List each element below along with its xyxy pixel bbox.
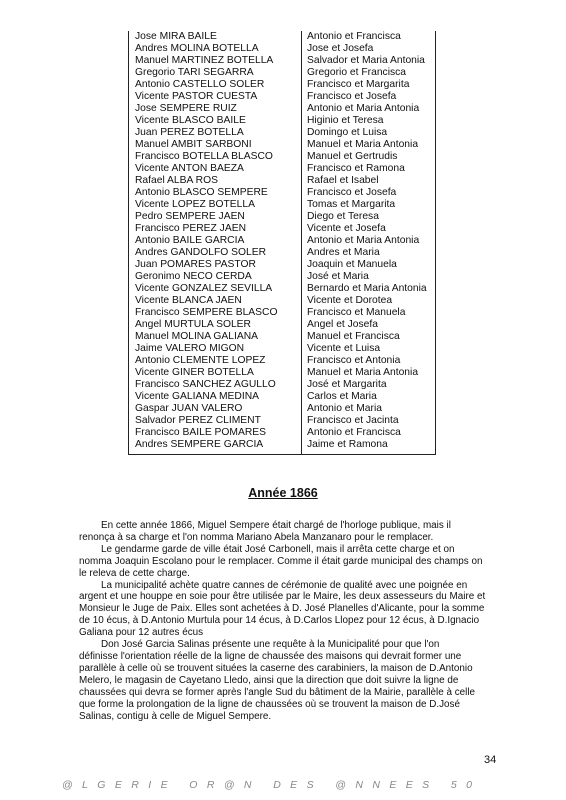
person-name: Francisco BOTELLA BLASCO — [135, 151, 273, 162]
person-name: Vicente GALIANA MEDINA — [135, 391, 259, 402]
page-number: 34 — [484, 754, 497, 766]
table-row — [129, 67, 435, 79]
table-row — [129, 391, 435, 403]
body-line: Melero, le magasin de Cayetano Lledo, ainsi que la direction que doit suivre la ligne de — [79, 674, 459, 686]
person-name: Antonio BLASCO SEMPERE — [135, 187, 268, 198]
table-row — [129, 367, 435, 379]
section-heading: Année 1866 — [248, 486, 318, 500]
table-row — [129, 199, 435, 211]
table-row — [129, 31, 435, 43]
parents-names: Antonio et Maria Antonia — [307, 103, 420, 114]
parents-names: Tomas et Margarita — [307, 199, 396, 210]
person-name: Vicente BLANCA JAEN — [135, 295, 242, 306]
table-row — [129, 235, 435, 247]
parents-names: Francisco et Manuela — [307, 307, 406, 318]
table-row — [129, 247, 435, 259]
table-row — [129, 175, 435, 187]
person-name: Vicente BLASCO BAILE — [135, 115, 246, 126]
person-name: Jose MIRA BAILE — [135, 31, 217, 42]
person-name: Gregorio TARI SEGARRA — [135, 67, 254, 78]
table-row — [129, 151, 435, 163]
parents-names: José et Maria — [307, 271, 369, 282]
parents-names: Manuel et Francisca — [307, 331, 400, 342]
body-line: Galiana pour 12 autres écus — [79, 627, 204, 639]
table-row — [129, 103, 435, 115]
person-name: Antonio CASTELLO SOLER — [135, 79, 265, 90]
body-line: Le gendarme garde de ville était José Carbonell, mais il arrêta cette charge et on — [101, 543, 455, 555]
parents-names: Francisco et Ramona — [307, 163, 405, 174]
table-row — [129, 415, 435, 427]
table-row — [129, 79, 435, 91]
person-name: Jose SEMPERE RUIZ — [135, 103, 237, 114]
person-name: Andres GANDOLFO SOLER — [135, 247, 267, 258]
table-row — [129, 259, 435, 271]
table-row — [129, 115, 435, 127]
table-row — [129, 343, 435, 355]
parents-names: Angel et Josefa — [307, 319, 378, 330]
person-name: Antonio CLEMENTE LOPEZ — [135, 355, 266, 366]
parents-names: Vicente et Dorotea — [307, 295, 393, 306]
parents-names: Antonio et Maria Antonia — [307, 235, 420, 246]
parents-names: Antonio et Maria — [307, 403, 382, 414]
table-row — [129, 439, 435, 451]
parents-names: Antonio et Francisca — [307, 31, 401, 42]
person-name: Vicente GINER BOTELLA — [135, 367, 254, 378]
parents-names: Higinio et Teresa — [307, 115, 384, 126]
person-name: Manuel AMBIT SARBONI — [135, 139, 252, 150]
table-row — [129, 295, 435, 307]
parents-names: Joaquin et Manuela — [307, 259, 397, 270]
body-line: de 10 écus, à D.Antonio Murtula pour 14 écus, à D.Carlos Llopez pour 12 écus, à D.Ignacio — [79, 615, 480, 627]
table-row — [129, 355, 435, 367]
body-text — [79, 520, 486, 722]
person-name: Vicente PASTOR CUESTA — [135, 91, 258, 102]
parents-names: Rafael et Isabel — [307, 175, 379, 186]
person-name: Angel MURTULA SOLER — [135, 319, 251, 330]
table-row — [129, 271, 435, 283]
parents-names: Vicente et Josefa — [307, 223, 386, 234]
parents-names: Salvador et Maria Antonia — [307, 55, 425, 66]
parents-names: Andres et Maria — [307, 247, 380, 258]
parents-names: Francisco et Antonia — [307, 355, 401, 366]
table-row — [129, 55, 435, 67]
parents-names: Carlos et Maria — [307, 391, 377, 402]
parents-names: Jose et Josefa — [307, 43, 374, 54]
person-name: Vicente LOPEZ BOTELLA — [135, 199, 255, 210]
table-row — [129, 163, 435, 175]
person-name: Francisco PEREZ JAEN — [135, 223, 247, 234]
body-line: parallèle à celle où se trouvent situées la caserne des carabiniers, la maison de D.Antonio — [79, 662, 473, 674]
parents-names: Francisco et Margarita — [307, 79, 410, 90]
body-line: définisse l'orientation réelle de la ligne de chaussée des maisons qui devrait former une — [79, 650, 462, 662]
person-name: Francisco BAILE POMARES — [135, 427, 267, 438]
person-name: Andres MOLINA BOTELLA — [135, 43, 259, 54]
person-name: Manuel MARTINEZ BOTELLA — [135, 55, 274, 66]
table-row — [129, 427, 435, 439]
person-name: Francisco SEMPERE BLASCO — [135, 307, 278, 318]
parents-names: Gregorio et Francisca — [307, 67, 407, 78]
person-name: Vicente ANTON BAEZA — [135, 163, 244, 174]
body-line: le releva de cette charge. — [79, 567, 190, 579]
person-name: Juan POMARES PASTOR — [135, 259, 256, 270]
person-name: Juan PEREZ BOTELLA — [135, 127, 244, 138]
body-line: renonça à sa charge et l'on nomma Mariano Abela Manzanaro pour le remplacer. — [79, 531, 434, 543]
parents-names: José et Margarita — [307, 379, 387, 390]
person-name: Vicente GONZALEZ SEVILLA — [135, 283, 273, 294]
person-name: Manuel MOLINA GALIANA — [135, 331, 259, 342]
table-row — [129, 43, 435, 55]
parents-names: Francisco et Josefa — [307, 187, 397, 198]
body-line: nomma Joaquin Escolano pour le remplacer. Comme il était garde municipal des champs on — [79, 555, 483, 567]
body-line: chaussées qui devra se former après l'angle Sud du bâtiment de la Mairie, parallèle à celle — [79, 686, 476, 698]
body-line: Salinas, contigu à celle de Miguel Sempere. — [79, 710, 272, 722]
parents-names: Manuel et Maria Antonia — [307, 139, 419, 150]
body-line: En cette année 1866, Miguel Sempere était chargé de l'horloge publique, mais il — [101, 520, 451, 531]
table-row — [129, 127, 435, 139]
body-line: Monsieur le Juge de Paix. Elles sont achetées à D. José Planelles d'Alicante, pour la somme — [79, 603, 485, 615]
parents-names: Antonio et Francisca — [307, 427, 401, 438]
person-name: Geronimo NECO CERDA — [135, 271, 252, 282]
person-name: Pedro SEMPERE JAEN — [135, 211, 245, 222]
parents-names: Jaime et Ramona — [307, 439, 388, 450]
parents-names: Francisco et Josefa — [307, 91, 397, 102]
person-name: Salvador PEREZ CLIMENT — [135, 415, 261, 426]
table-row — [129, 211, 435, 223]
table-row — [129, 91, 435, 103]
parents-names: Manuel et Gertrudis — [307, 151, 398, 162]
parents-names: Diego et Teresa — [307, 211, 379, 222]
names-table — [128, 31, 436, 455]
footer: @LGERIE OR@N DES @NNEES 50 — [62, 779, 482, 791]
parents-names: Francisco et Jacinta — [307, 415, 399, 426]
person-name: Rafael ALBA ROS — [135, 175, 218, 186]
person-name: Gaspar JUAN VALERO — [135, 403, 243, 414]
body-line: La municipalité achète quatre cannes de cérémonie de qualité avec une poignée en — [101, 579, 468, 591]
body-line: que forme la prolongation de la ligne de chaussées où se trouvent la maison de D.José — [79, 698, 460, 710]
table-row — [129, 331, 435, 343]
person-name: Jaime VALERO MIGON — [135, 343, 245, 354]
parents-names: Manuel et Maria Antonia — [307, 367, 419, 378]
table-row — [129, 379, 435, 391]
body-line: Don José Garcia Salinas présente une requête à la Municipalité pour que l'on — [101, 639, 440, 651]
table-row — [129, 283, 435, 295]
person-name: Andres SEMPERE GARCIA — [135, 439, 264, 450]
person-name: Antonio BAILE GARCIA — [135, 235, 245, 246]
table-row — [129, 223, 435, 235]
table-row — [129, 307, 435, 319]
person-name: Francisco SANCHEZ AGULLO — [135, 379, 276, 390]
table-row — [129, 403, 435, 415]
parents-names: Bernardo et Maria Antonia — [307, 283, 427, 294]
parents-names: Vicente et Luisa — [307, 343, 381, 354]
table-row — [129, 187, 435, 199]
table-row — [129, 139, 435, 151]
parents-names: Domingo et Luisa — [307, 127, 388, 138]
table-row — [129, 319, 435, 331]
body-line: argent et une houppe en soie pour être utilisée par le Maire, les deux assesseurs du Maire et — [79, 591, 486, 603]
